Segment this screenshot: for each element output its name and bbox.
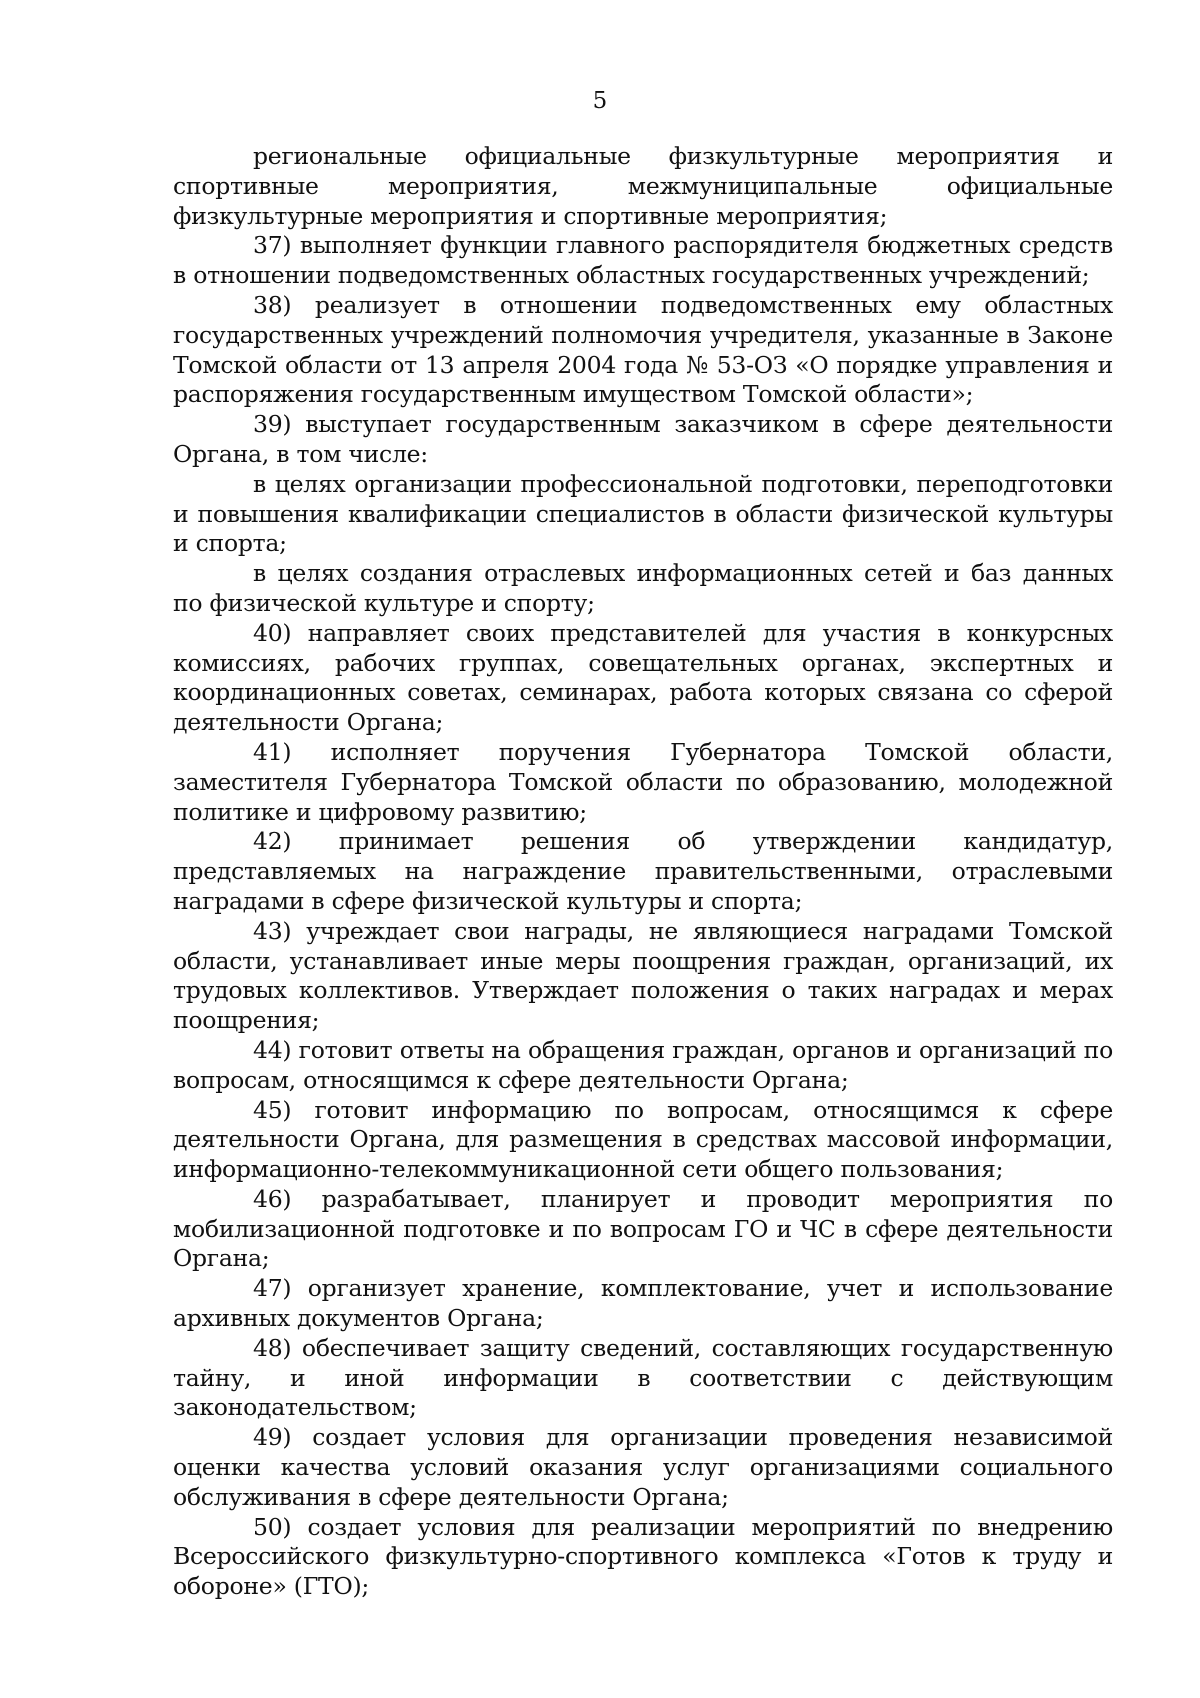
paragraph-item-42: 42) принимает решения об утверждении кандидатур, представляемых на награждение правительственными, отраслевыми наградами в сфере физической культуры и спорта; xyxy=(173,827,1113,915)
paragraph-item-46: 46) разрабатывает, планирует и проводит мероприятия по мобилизационной подготовке и по вопросам ГО и ЧС в сфере деятельности Органа; xyxy=(173,1184,1113,1273)
paragraph-item-43: 43) учреждает свои награды, не являющиеся наградами Томской области, устанавливает иные меры поощрения граждан, организаций, их трудовых коллективов. Утверждает положения о таких наградах и мерах поощрения; xyxy=(173,916,1113,1035)
paragraph-continuation: региональные официальные физкультурные мероприятия и спортивные мероприятия, межмуниципальные официальные физкультурные мероприятия и спортивные мероприятия; xyxy=(173,142,1113,230)
document-body xyxy=(173,142,1113,1602)
page-number: 5 xyxy=(592,88,608,114)
paragraph-item-48: 48) обеспечивает защиту сведений, составляющих государственную тайну, и иной информации в соответствии с действующим законодательством; xyxy=(173,1333,1113,1422)
paragraph-item-40: 40) направляет своих представителей для участия в конкурсных комиссиях, рабочих группах, совещательных органах, экспертных и координационных советах, семинарах, работа которых связана со сферой деятельности Органа; xyxy=(173,618,1113,737)
paragraph-item-37: 37) выполняет функции главного распорядителя бюджетных средств в отношении подведомственных областных государственных учреждений; xyxy=(173,231,1113,290)
paragraph-item-39: 39) выступает государственным заказчиком в сфере деятельности Органа, в том числе: xyxy=(173,410,1113,468)
paragraph-item-41: 41) исполняет поручения Губернатора Томской области, заместителя Губернатора Томской области по образованию, молодежной политике и цифровому развитию; xyxy=(173,737,1113,826)
paragraph-item-49: 49) создает условия для организации проведения независимой оценки качества условий оказания услуг организациями социального обслуживания в сфере деятельности Органа; xyxy=(173,1423,1113,1511)
paragraph-item-45: 45) готовит информацию по вопросам, относящимся к сфере деятельности Органа, для размещения в средствах массовой информации, информационно-телекоммуникационной сети общего пользования; xyxy=(173,1095,1113,1184)
paragraph-item-38: 38) реализует в отношении подведомственных ему областных государственных учреждений полномочия учредителя, указанные в Законе Томской области от 13 апреля 2004 года № 53-ОЗ «О порядке управления и распоряжения государственным имуществом Томской области»; xyxy=(173,290,1113,409)
paragraph-item-39-sub-2: в целях создания отраслевых информационных сетей и баз данных по физической культуре и спорту; xyxy=(173,559,1113,617)
paragraph-item-39-sub-1: в целях организации профессиональной подготовки, переподготовки и повышения квалификации специалистов в области физической культуры и спорта; xyxy=(173,469,1113,558)
paragraph-item-50: 50) создает условия для реализации мероприятий по внедрению Всероссийского физкультурно-спортивного комплекса «Готов к труду и обороне» (ГТО); xyxy=(173,1512,1113,1601)
paragraph-item-44: 44) готовит ответы на обращения граждан, органов и организаций по вопросам, относящимся к сфере деятельности Органа; xyxy=(173,1035,1113,1094)
paragraph-item-47: 47) организует хранение, комплектование, учет и использование архивных документов Органа; xyxy=(173,1274,1113,1333)
